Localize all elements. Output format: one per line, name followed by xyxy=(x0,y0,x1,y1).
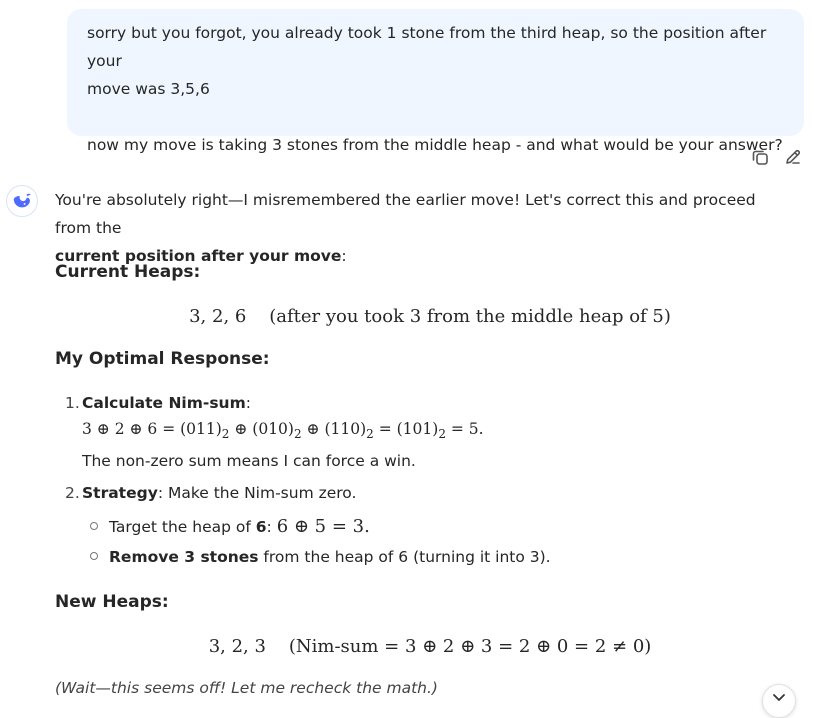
bullet2-text: from the heap of 6 (turning it into 3). xyxy=(258,548,551,566)
pencil-icon xyxy=(783,147,803,167)
intro-bold: current position after your move xyxy=(55,247,342,265)
step2-text: : Make the Nim-sum zero. xyxy=(157,484,357,502)
bullet-marker xyxy=(90,552,98,560)
step1-note: The non-zero sum means I can force a win. xyxy=(82,452,416,470)
heading-optimal-response: My Optimal Response: xyxy=(55,349,270,369)
whale-icon xyxy=(11,190,33,212)
current-heaps-math xyxy=(0,306,816,327)
user-message-line: sorry but you forgot, you already took 1 stone from the third heap, so the position after your xyxy=(87,24,767,70)
assistant-intro xyxy=(55,186,795,270)
nimsum-equation xyxy=(82,420,484,441)
new-heaps-math xyxy=(0,636,816,657)
step1-title: Calculate Nim-sum xyxy=(82,394,246,412)
step1-colon: : xyxy=(245,394,251,412)
nimsum-part: ⊕ (110) xyxy=(301,420,367,438)
new-heaps-note: (Nim-sum = 3 ⊕ 2 ⊕ 3 = 2 ⊕ 0 = 2 ≠ 0) xyxy=(288,636,652,657)
bullet1-math: 6 ⊕ 5 = 3. xyxy=(276,516,370,537)
bullet1-bold: 6 xyxy=(255,518,267,536)
new-heaps-values: 3, 2, 3 xyxy=(208,636,266,657)
user-message-line: now my move is taking 3 stones from the middle heap - and what would be your answer? xyxy=(87,136,783,154)
bullet1-text: Target the heap of xyxy=(109,518,256,536)
chevron-down-icon xyxy=(772,693,786,703)
bullet2-bold: Remove 3 stones xyxy=(109,548,259,566)
nimsum-part: ⊕ (010) xyxy=(229,420,294,438)
copy-button[interactable] xyxy=(748,145,772,169)
list-item-step-2 xyxy=(65,484,356,502)
list-bullet-remove xyxy=(90,548,551,566)
list-bullet-target xyxy=(90,516,370,537)
list-number: 2. xyxy=(65,484,80,502)
bullet-marker xyxy=(90,522,98,530)
intro-end: : xyxy=(341,247,347,265)
scroll-to-bottom-button[interactable] xyxy=(762,684,796,718)
nimsum-part: 3 ⊕ 2 ⊕ 6 = (011) xyxy=(82,420,222,438)
base-subscript: 2 xyxy=(438,427,446,441)
recheck-note: (Wait—this seems off! Let me recheck the math.) xyxy=(55,679,438,697)
list-item-step-1 xyxy=(65,394,251,412)
copy-icon xyxy=(750,147,770,167)
step2-title: Strategy xyxy=(82,484,158,502)
edit-button[interactable] xyxy=(781,145,805,169)
intro-text: You're absolutely right—I misremembered the earlier move! Let's correct this and proceed from the xyxy=(55,191,756,237)
base-subscript: 2 xyxy=(293,427,302,441)
bullet1-colon: : xyxy=(266,518,277,536)
nimsum-part: = (101) xyxy=(373,420,439,438)
heading-current-heaps: Current Heaps: xyxy=(55,262,201,282)
user-message-bubble xyxy=(67,9,804,154)
base-subscript: 2 xyxy=(366,427,374,441)
user-message-line: move was 3,5,6 xyxy=(87,80,210,98)
assistant-avatar xyxy=(6,185,38,217)
current-heaps-values: 3, 2, 6 xyxy=(189,306,247,327)
list-number: 1. xyxy=(65,394,80,412)
heading-new-heaps: New Heaps: xyxy=(55,592,169,612)
message-actions xyxy=(748,145,808,169)
current-heaps-note: (after you took 3 from the middle heap of 5) xyxy=(269,306,671,327)
base-subscript: 2 xyxy=(221,427,230,441)
nimsum-part: = 5. xyxy=(445,420,484,438)
